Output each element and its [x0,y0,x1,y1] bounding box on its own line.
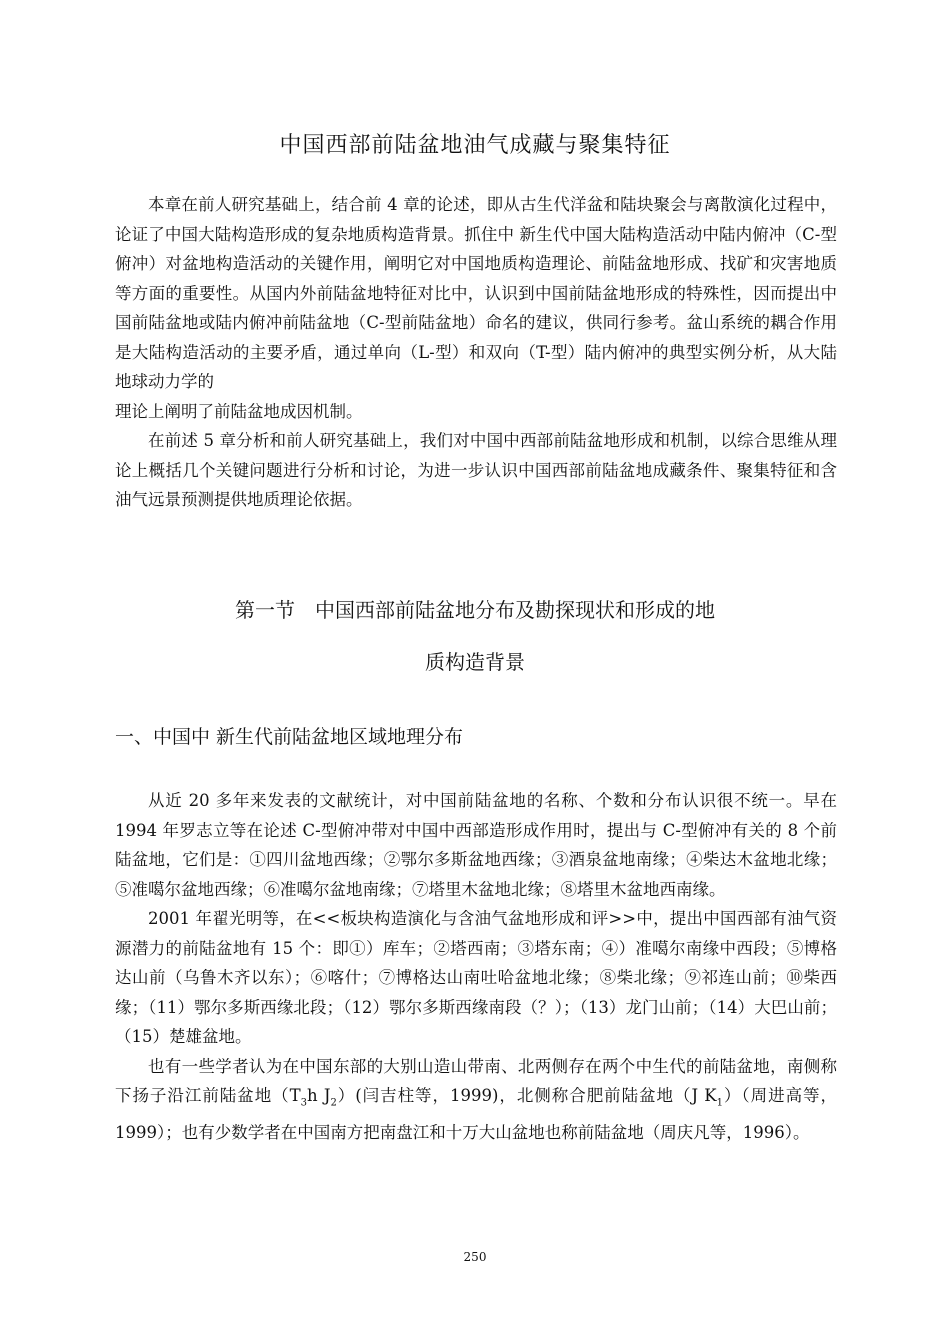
intro-paragraph-2: 在前述 5 章分析和前人研究基础上，我们对中国中西部前陆盆地形成和机制，以综合思维从理论上概括几个关键问题进行分析和讨论，为进一步认识中国西部前陆盆地成藏条件、聚集特征和含油气远景预测提供地质理论依据。 [115,431,837,509]
chapter-title: 中国西部前陆盆地油气成藏与聚集特征 [279,133,671,158]
body-paragraph-3: 也有一些学者认为在中国东部的大别山造山带南、北两侧存在两个中生代的前陆盆地，南侧称下扬子沿江前陆盆地（$T_3h$ $J_2$）(闫吉柱等，1999)，北侧称合肥前陆盆地（J $K_1$）（周进高等，1999）；也有少数学者在中国南方把南盘江和十万大山盆地也称前陆盆地（周庆凡等，1996）。 [115,1056,837,1142]
page-number: 250 [463,1250,487,1264]
intro-paragraph-1: 本章在前人研究基础上，结合前 4 章的论述，即从古生代洋盆和陆块聚会与离散演化过程中，论证了中国大陆构造形成的复杂地质构造背景。抓住中 新生代中国大陆构造活动中陆内俯冲（C-型俯冲）对盆地构造活动的关键作用，阐明它对中国地质构造理论、前陆盆地形成、找矿和灾害地质等方面的重要性。从国内外前陆盆地特征对比中，认识到中国前陆盆地形成的特殊性，因而提出中国前陆盆地或陆内俯冲前陆盆地（C-型前陆盆地）命名的建议，供同行参考。盆山系统的耦合作用是大陆构造活动的主要矛盾，通过单向（L-型）和双向（T-型）陆内俯冲的典型实例分析，从大陆地球动力学的 [115,195,837,391]
subsection-title: 一、中国中 新生代前陆盆地区域地理分布 [115,726,464,748]
body-paragraph-2: 2001 年翟光明等，在<<板块构造演化与含油气盆地形成和评>>中，提出中国西部有油气资源潜力的前陆盆地有 15 个：即①）库车；②塔西南；③塔东南；④）准噶尔南缘中西段；⑤博格达山前（乌鲁木齐以东）；⑥喀什；⑦博格达山南吐哈盆地北缘；⑧柴北缘；⑨祁连山前；⑩柴西缘；（11）鄂尔多斯西缘北段；（12）鄂尔多斯西缘南段（？）；（13）龙门山前；（14）大巴山前；（15）楚雄盆地。 [115,909,837,1046]
section-title-line1: 第一节 中国西部前陆盆地分布及勘探现状和形成的地 [235,598,715,622]
intro-paragraph-1-end: 理论上阐明了前陆盆地成因机制。 [115,401,363,421]
intro-block [115,190,837,515]
body-paragraph-1: 从近 20 多年来发表的文献统计，对中国前陆盆地的名称、个数和分布认识很不统一。早在 1994 年罗志立等在论述 C-型俯冲带对中国中西部造形成作用时，提出与 C-型俯冲有关的 8 个前陆盆地，它们是：①四川盆地西缘；②鄂尔多斯盆地西缘；③酒泉盆地南缘；④柴达木盆地北缘；⑤准噶尔盆地西缘；⑥准噶尔盆地南缘；⑦塔里木盆地北缘；⑧塔里木盆地西南缘。 [115,791,837,899]
section-title-line2: 质构造背景 [425,650,525,674]
body-block [115,786,837,1147]
